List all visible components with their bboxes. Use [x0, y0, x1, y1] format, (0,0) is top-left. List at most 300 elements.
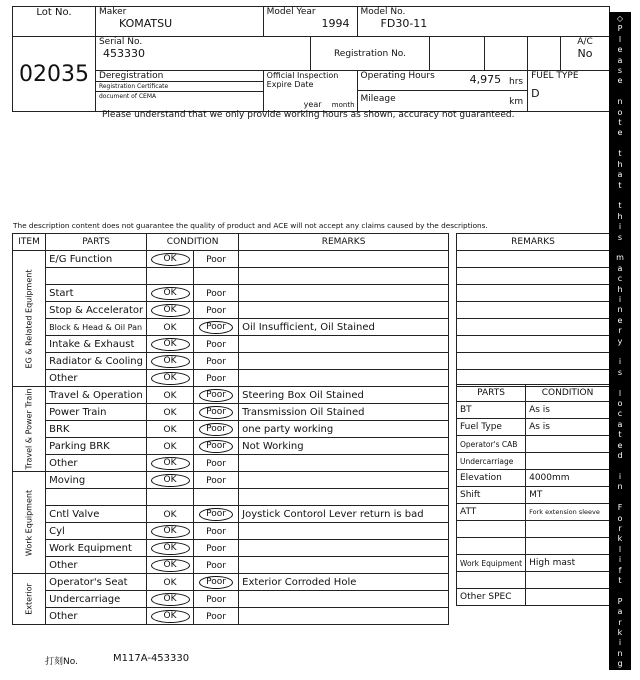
vertical-note-char: t: [618, 575, 622, 585]
group-label: Work Equipment: [24, 489, 34, 556]
side-remarks-row: [457, 336, 610, 353]
vertical-note-char: h: [617, 284, 623, 294]
spec-condition: [526, 538, 610, 555]
vertical-note-char: f: [618, 565, 622, 575]
ok-cell[interactable]: [147, 472, 194, 489]
fuel-type-label: FUEL TYPE: [531, 71, 579, 81]
spec-row: [457, 436, 610, 453]
group-work: [13, 472, 46, 574]
group-eg: [13, 251, 46, 387]
vertical-note-char: s: [617, 66, 623, 76]
stamp-value: M117A-453330: [113, 653, 190, 664]
spec-condition: [526, 572, 610, 589]
maker-cell: [95, 7, 263, 37]
registration-certificate-label: Registration Certificate: [96, 82, 263, 92]
poor-circled: Poor: [199, 406, 233, 419]
ok-circled: OK: [151, 355, 190, 368]
vertical-note-char: n: [617, 482, 623, 492]
spec-part: Shift: [457, 487, 526, 504]
vertical-note-char: [619, 461, 622, 471]
poor-circled: Poor: [199, 321, 233, 334]
spec-condition: [526, 589, 610, 606]
vertical-note-char: [619, 87, 622, 97]
vertical-note-char: [619, 191, 622, 201]
remark: [239, 353, 449, 370]
remark: [239, 557, 449, 574]
remark: [239, 523, 449, 540]
vertical-note-char: [619, 347, 622, 357]
header-table: [12, 6, 610, 112]
lot-no-value: 02035: [13, 37, 96, 112]
part-name: Stop & Accelerator: [46, 302, 147, 319]
ok-cell[interactable]: [147, 489, 194, 506]
part-name: Other: [46, 557, 147, 574]
ok-circled: OK: [151, 338, 190, 351]
poor-cell[interactable]: [193, 404, 238, 421]
table-row: [13, 404, 449, 421]
part-name: [46, 489, 147, 506]
inspection-cell: [263, 71, 357, 112]
spec-row: [457, 402, 610, 419]
deregistration-cell: [95, 71, 263, 112]
ok-cell[interactable]: [147, 370, 194, 387]
vertical-note-char: m: [616, 253, 624, 263]
table-row: [13, 251, 449, 268]
ok-option: OK: [163, 424, 177, 435]
hrs-unit: hrs: [509, 77, 524, 87]
spec-row: [457, 419, 610, 436]
inspection-label: Official Inspection Expire Date: [266, 71, 339, 89]
poor-circled: Poor: [199, 508, 233, 521]
spec-part: [457, 572, 526, 589]
spec-part: ATT: [457, 504, 526, 521]
table-row: [13, 285, 449, 302]
vertical-note-char: t: [618, 118, 622, 128]
registration-box-1: [430, 37, 485, 71]
part-name: Other: [46, 455, 147, 472]
vertical-note-char: r: [618, 326, 622, 336]
table-row: [13, 353, 449, 370]
part-name: Undercarriage: [46, 591, 147, 608]
remark: [239, 472, 449, 489]
remark: Oil Insufficient, Oil Stained: [239, 319, 449, 336]
poor-cell[interactable]: [193, 557, 238, 574]
ac-label: A/C: [577, 37, 593, 47]
remark: [239, 608, 449, 625]
remark: [239, 540, 449, 557]
operating-hours-cell: [357, 71, 528, 112]
remark: Transmission Oil Stained: [239, 404, 449, 421]
ok-circled: OK: [151, 253, 190, 266]
spec-part: [457, 521, 526, 538]
remark: Not Working: [239, 438, 449, 455]
poor-option: Poor: [206, 611, 226, 622]
poor-option: Poor: [206, 339, 226, 350]
spec-row: [457, 538, 610, 555]
side-remarks-row: [457, 319, 610, 336]
deregistration-label: Deregistration: [96, 71, 263, 82]
parts-header: PARTS: [46, 234, 147, 251]
ok-option: OK: [163, 390, 177, 401]
ok-cell[interactable]: [147, 455, 194, 472]
table-row: [13, 557, 449, 574]
ok-cell[interactable]: [147, 523, 194, 540]
vertical-note-char: t: [618, 201, 622, 211]
poor-cell[interactable]: [193, 523, 238, 540]
ok-cell[interactable]: [147, 591, 194, 608]
registration-box-2: [485, 37, 528, 71]
vertical-note-char: [619, 493, 622, 503]
item-header: ITEM: [13, 234, 46, 251]
model-no-value: FD30-11: [380, 17, 428, 30]
disclaimer: The description content does not guarantee the quality of product and ACE will not accept any claims caused by the descriptions.: [13, 221, 488, 230]
vertical-note-char: [619, 586, 622, 596]
spec-row: [457, 555, 610, 572]
remark: [239, 455, 449, 472]
vertical-note-char: a: [617, 170, 623, 180]
spec-part: Fuel Type: [457, 419, 526, 436]
poor-cell[interactable]: [193, 285, 238, 302]
vertical-note-char: l: [618, 388, 622, 398]
ok-circled: OK: [151, 372, 190, 385]
poor-circled: Poor: [199, 423, 233, 436]
part-name: Work Equipment: [46, 540, 147, 557]
table-row: [13, 302, 449, 319]
ok-circled: OK: [151, 304, 190, 317]
inspection-table: [12, 233, 449, 625]
serial-no-value: 453330: [102, 47, 145, 60]
remark: [239, 336, 449, 353]
table-row: [13, 472, 449, 489]
table-row: [13, 319, 449, 336]
serial-no-label: Serial No.: [98, 37, 143, 47]
vertical-note-char: i: [618, 357, 622, 367]
group-label: EG & Related Equipment: [24, 269, 34, 368]
vertical-note-char: t: [618, 149, 622, 159]
remark: Joystick Contorol Lever return is bad: [239, 506, 449, 523]
poor-cell[interactable]: [193, 438, 238, 455]
table-row: [13, 506, 449, 523]
spec-row: [457, 470, 610, 487]
ok-cell[interactable]: [147, 336, 194, 353]
ok-circled: OK: [151, 542, 190, 555]
ok-option: OK: [163, 509, 177, 520]
vertical-note-char: P: [617, 596, 623, 606]
spec-part: Undercarriage: [457, 453, 526, 470]
operating-hours-label: Operating Hours: [360, 71, 435, 81]
vertical-note-char: t: [618, 180, 622, 190]
poor-option: Poor: [206, 560, 226, 571]
vertical-note-char: a: [617, 263, 623, 273]
poor-cell[interactable]: [193, 387, 238, 404]
ok-cell[interactable]: [147, 285, 194, 302]
part-name: Intake & Exhaust: [46, 336, 147, 353]
maker-label: Maker: [98, 7, 127, 17]
spec-row: [457, 487, 610, 504]
spec-parts-header: PARTS: [457, 385, 526, 402]
ac-value: No: [577, 47, 593, 60]
poor-option: Poor: [206, 356, 226, 367]
hours-notice: Please understand that we only provide working hours as shown, accuracy not guaranteed.: [102, 110, 515, 120]
vertical-note-char: l: [618, 544, 622, 554]
vertical-note-char: k: [617, 627, 623, 637]
table-row: [13, 591, 449, 608]
vertical-note-char: i: [618, 222, 622, 232]
fuel-type-cell: [528, 71, 610, 112]
spec-condition: Fork extension sleeve: [526, 504, 610, 521]
spec-row: [457, 589, 610, 606]
remark: [239, 370, 449, 387]
condition-header: CONDITION: [147, 234, 239, 251]
spec-condition: 4000mm: [526, 470, 610, 487]
poor-cell[interactable]: [193, 472, 238, 489]
remark: [239, 591, 449, 608]
poor-option: Poor: [206, 305, 226, 316]
ok-cell[interactable]: [147, 268, 194, 285]
vertical-note-char: o: [617, 107, 623, 117]
poor-cell[interactable]: [193, 268, 238, 285]
vertical-note-char: c: [617, 409, 623, 419]
mileage-label: Mileage: [360, 94, 396, 104]
poor-cell[interactable]: [193, 370, 238, 387]
poor-cell[interactable]: [193, 353, 238, 370]
table-row: [13, 574, 449, 591]
part-name: E/G Function: [46, 251, 147, 268]
remark: [239, 251, 449, 268]
ok-circled: OK: [151, 559, 190, 572]
maker-value: KOMATSU: [118, 17, 173, 30]
ok-cell[interactable]: [147, 353, 194, 370]
stamp-label: 打刻No.: [45, 657, 78, 667]
document-of-cema-label: document of CEMA: [98, 93, 157, 100]
vertical-note-char: c: [617, 274, 623, 284]
ok-cell[interactable]: [147, 251, 194, 268]
poor-option: Poor: [206, 543, 226, 554]
part-name: BRK: [46, 421, 147, 438]
side-remarks-table: [456, 233, 610, 387]
vertical-note-char: a: [617, 419, 623, 429]
ok-cell[interactable]: [147, 319, 194, 336]
ok-circled: OK: [151, 287, 190, 300]
spec-condition-header: CONDITION: [526, 385, 610, 402]
vertical-note-char: r: [618, 523, 622, 533]
group-label: Exterior: [24, 583, 34, 615]
poor-option: Poor: [206, 373, 226, 384]
year-label: year: [303, 100, 322, 109]
part-name: Cyl: [46, 523, 147, 540]
poor-option: Poor: [206, 475, 226, 486]
poor-cell[interactable]: [193, 540, 238, 557]
part-name: Moving: [46, 472, 147, 489]
spec-part: [457, 538, 526, 555]
vertical-note-char: s: [617, 232, 623, 242]
vertical-note-char: [619, 378, 622, 388]
ok-cell[interactable]: [147, 387, 194, 404]
part-name: Radiator & Cooling: [46, 353, 147, 370]
model-year-value: 1994: [321, 17, 350, 30]
vertical-note-char: e: [617, 315, 623, 325]
vertical-note-char: ◇: [616, 14, 624, 23]
poor-cell[interactable]: [193, 319, 238, 336]
part-name: Operator's Seat: [46, 574, 147, 591]
table-row: [13, 540, 449, 557]
vertical-note-char: r: [618, 617, 622, 627]
ok-option: OK: [163, 322, 177, 333]
vertical-note-char: n: [617, 97, 623, 107]
poor-cell[interactable]: [193, 574, 238, 591]
ok-option: OK: [163, 407, 177, 418]
spec-row: [457, 521, 610, 538]
table-row: [13, 370, 449, 387]
group-label: Travel & Power Train: [24, 388, 34, 470]
poor-cell[interactable]: [193, 455, 238, 472]
side-remarks-row: [457, 285, 610, 302]
poor-option: Poor: [206, 288, 226, 299]
vertical-note-char: d: [617, 451, 623, 461]
part-name: Other: [46, 370, 147, 387]
ok-cell[interactable]: [147, 438, 194, 455]
month-label: month: [331, 101, 355, 109]
spec-condition: As is: [526, 402, 610, 419]
part-name: Cntl Valve: [46, 506, 147, 523]
vertical-note-char: e: [617, 45, 623, 55]
ok-option: OK: [163, 577, 177, 588]
vertical-note-char: k: [617, 534, 623, 544]
remarks-header: REMARKS: [239, 234, 449, 251]
table-row: [13, 268, 449, 285]
side-remarks-row: [457, 302, 610, 319]
remark: Steering Box Oil Stained: [239, 387, 449, 404]
vertical-note-char: [619, 139, 622, 149]
poor-cell[interactable]: [193, 489, 238, 506]
ok-circled: OK: [151, 593, 190, 606]
spec-part: Elevation: [457, 470, 526, 487]
spec-condition: [526, 521, 610, 538]
spec-part: Operator's CAB: [457, 436, 526, 453]
poor-cell[interactable]: [193, 506, 238, 523]
table-row: [13, 489, 449, 506]
remark: [239, 489, 449, 506]
spec-row: [457, 453, 610, 470]
part-name: Power Train: [46, 404, 147, 421]
ok-circled: OK: [151, 610, 190, 623]
spec-part: Work Equipment: [457, 555, 526, 572]
spec-condition: [526, 453, 610, 470]
part-name: Travel & Operation: [46, 387, 147, 404]
poor-circled: Poor: [199, 440, 233, 453]
spec-table: [456, 384, 610, 606]
model-no-cell: [357, 7, 609, 37]
table-row: [13, 336, 449, 353]
spec-row: [457, 572, 610, 589]
vertical-note-char: ◇: [616, 669, 624, 679]
ok-option: OK: [163, 441, 177, 452]
ok-cell[interactable]: [147, 540, 194, 557]
poor-cell[interactable]: [193, 421, 238, 438]
poor-option: Poor: [206, 458, 226, 469]
poor-option: Poor: [206, 594, 226, 605]
vertical-note-char: i: [618, 555, 622, 565]
part-name: Other: [46, 608, 147, 625]
vertical-note-char: n: [617, 305, 623, 315]
vertical-location-note: [609, 12, 631, 679]
serial-no-cell: [95, 37, 310, 71]
poor-cell[interactable]: [193, 608, 238, 625]
vertical-note-char: i: [618, 294, 622, 304]
vertical-note-char: F: [617, 503, 623, 513]
vertical-note-char: a: [617, 55, 623, 65]
part-name: [46, 268, 147, 285]
poor-cell[interactable]: [193, 591, 238, 608]
spec-part: BT: [457, 402, 526, 419]
vertical-note-char: l: [618, 34, 622, 44]
vertical-note-char: t: [618, 430, 622, 440]
vertical-note-char: a: [617, 607, 623, 617]
ok-cell[interactable]: [147, 608, 194, 625]
part-name: Parking BRK: [46, 438, 147, 455]
remark: Exterior Corroded Hole: [239, 574, 449, 591]
ok-cell[interactable]: [147, 574, 194, 591]
side-remarks-row: [457, 268, 610, 285]
lot-no-label: Lot No.: [13, 7, 96, 37]
ok-cell[interactable]: [147, 557, 194, 574]
poor-circled: Poor: [199, 389, 233, 402]
table-row: [13, 608, 449, 625]
vertical-note-char: h: [617, 211, 623, 221]
vertical-note-char: e: [617, 440, 623, 450]
vertical-note-char: o: [617, 399, 623, 409]
spec-row: [457, 504, 610, 521]
model-year-cell: [263, 7, 357, 37]
side-remarks-header: REMARKS: [457, 234, 610, 251]
registration-no-cell: Registration No.: [310, 37, 430, 71]
vertical-note-char: P: [617, 24, 623, 34]
part-name: Block & Head & Oil Pan: [46, 319, 147, 336]
remark: [239, 268, 449, 285]
table-row: [13, 421, 449, 438]
table-row: [13, 438, 449, 455]
operating-hours-value: 4,975: [469, 73, 502, 86]
ok-cell[interactable]: [147, 404, 194, 421]
remark: [239, 285, 449, 302]
ok-circled: OK: [151, 457, 190, 470]
registration-box-3: [528, 37, 561, 71]
km-unit: km: [509, 97, 524, 107]
spec-condition: [526, 436, 610, 453]
ac-cell: [561, 37, 610, 71]
vertical-note-char: g: [617, 659, 623, 669]
poor-cell[interactable]: [193, 302, 238, 319]
ok-circled: OK: [151, 525, 190, 538]
model-year-label: Model Year: [266, 7, 316, 17]
part-name: Start: [46, 285, 147, 302]
poor-cell[interactable]: [193, 336, 238, 353]
vertical-note-char: o: [617, 513, 623, 523]
ok-cell[interactable]: [147, 302, 194, 319]
ok-cell[interactable]: [147, 421, 194, 438]
poor-option: Poor: [206, 526, 226, 537]
poor-option: Poor: [206, 254, 226, 265]
spec-part: Other SPEC: [457, 589, 526, 606]
side-remarks-row: [457, 251, 610, 268]
poor-cell[interactable]: [193, 251, 238, 268]
ok-cell[interactable]: [147, 506, 194, 523]
vertical-note-char: e: [617, 76, 623, 86]
group-travel: [13, 387, 46, 472]
table-row: [13, 387, 449, 404]
fuel-type-value: D: [531, 87, 540, 100]
vertical-note-char: n: [617, 648, 623, 658]
